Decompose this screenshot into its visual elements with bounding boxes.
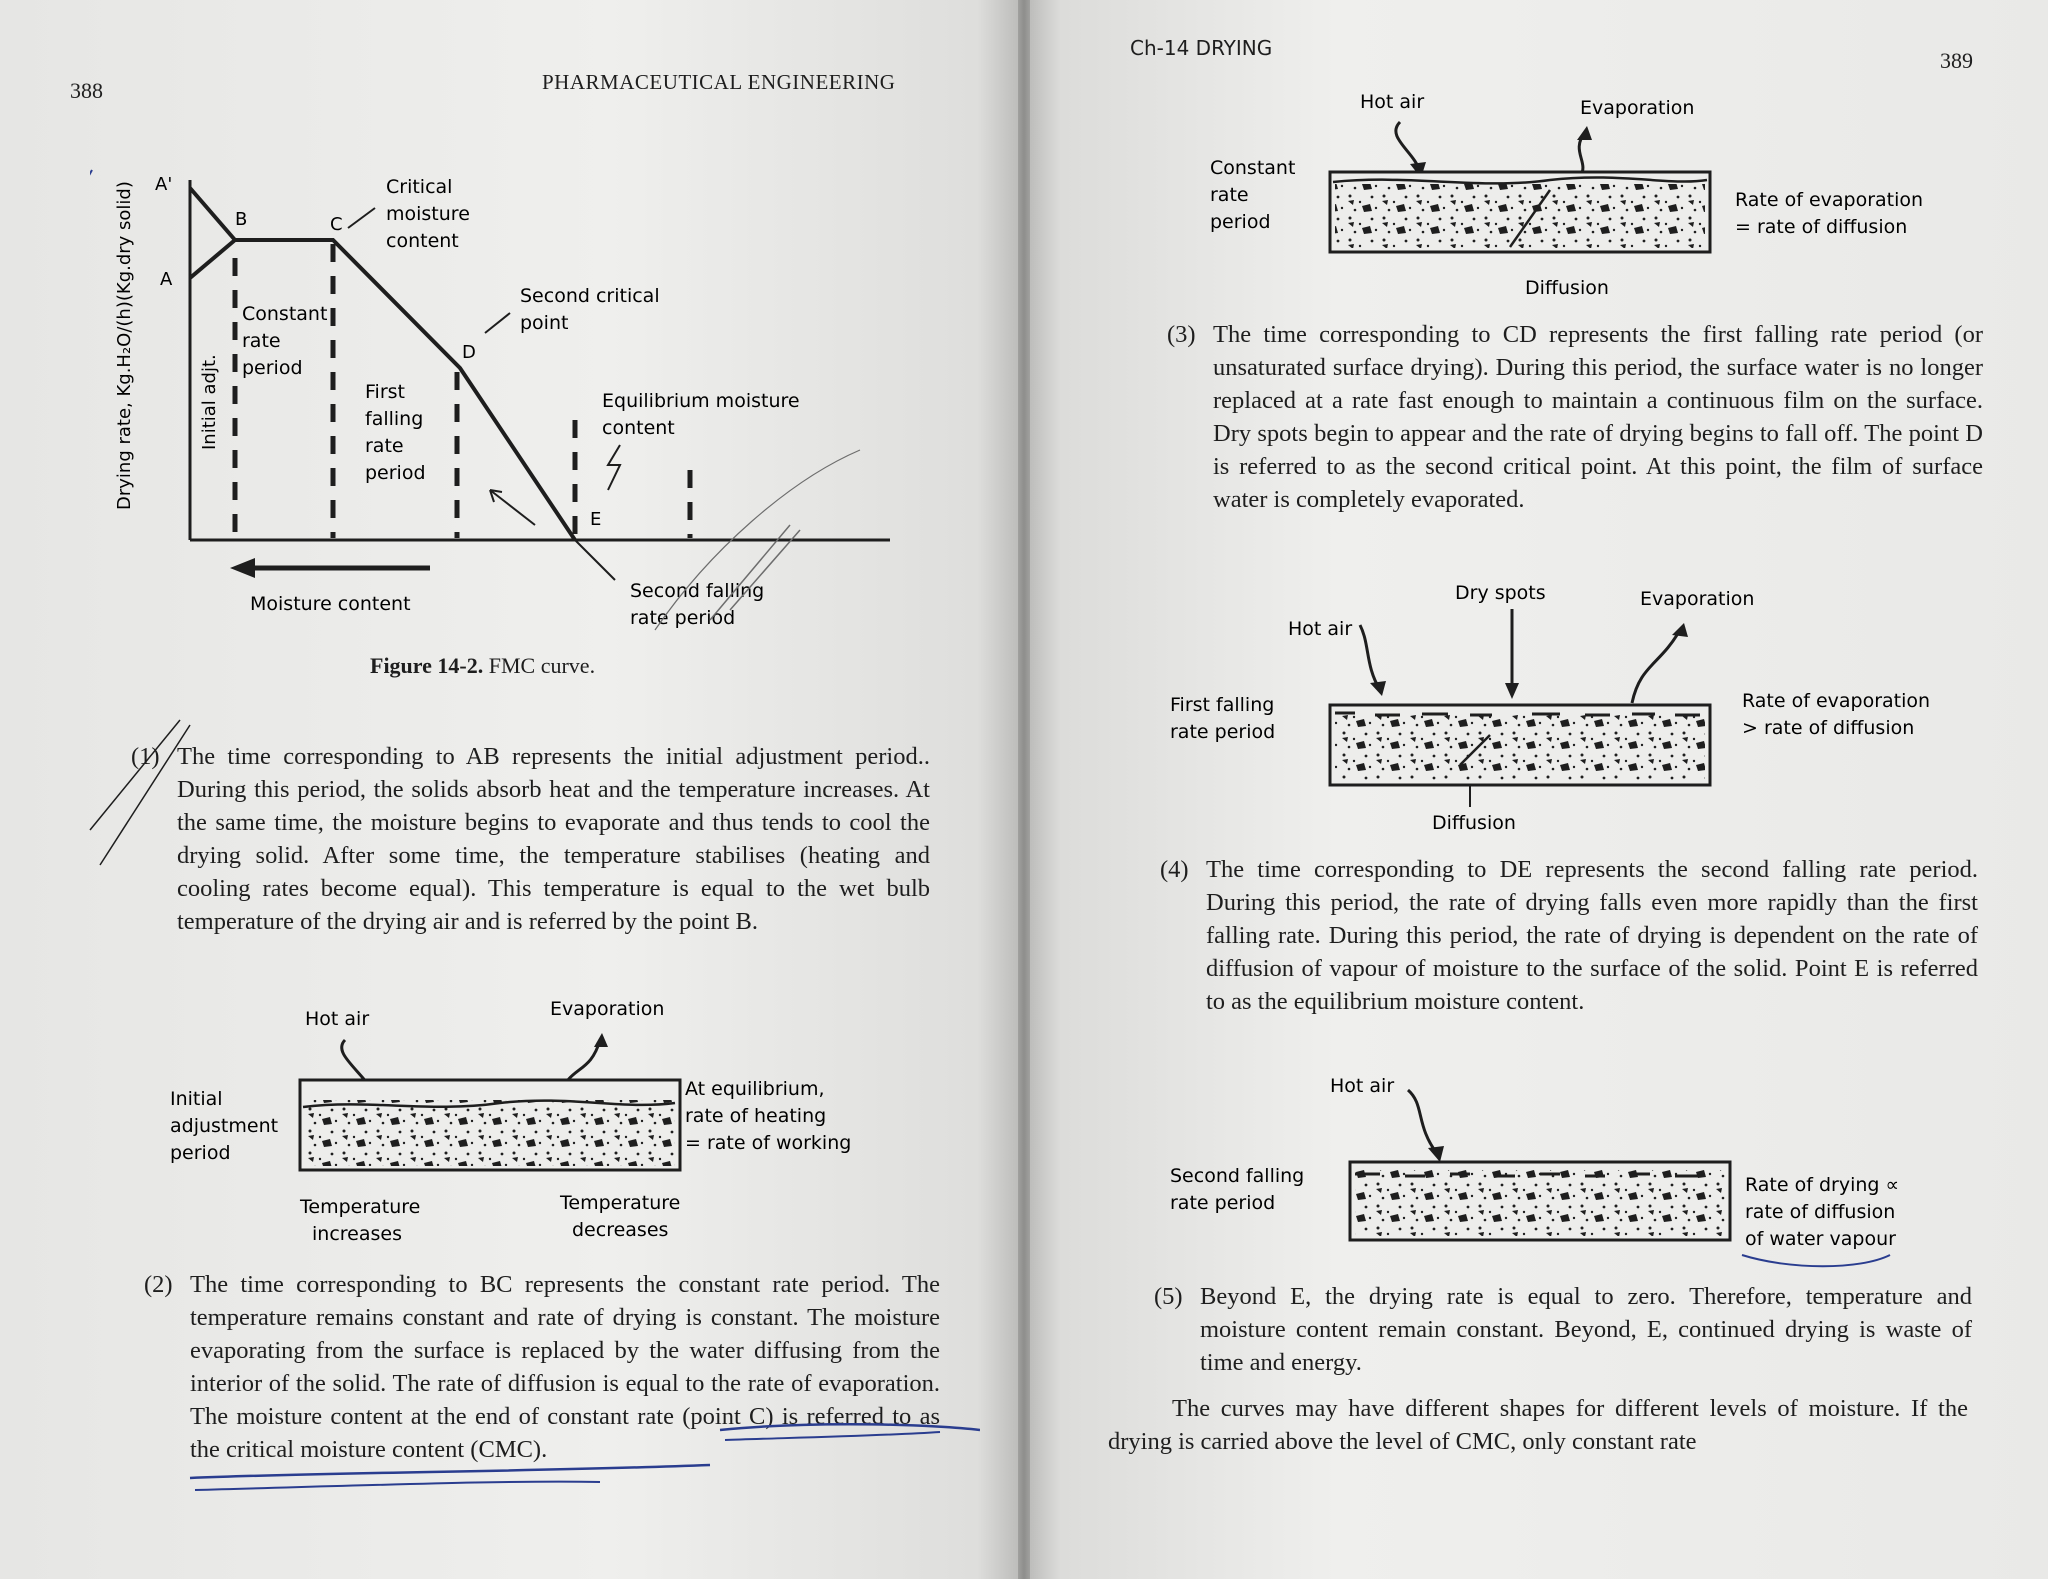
second-critical-label-2: point <box>520 312 569 334</box>
first-falling-label-3: rate <box>365 435 404 457</box>
diagram-first-falling <box>1170 575 1990 840</box>
paragraph-1-text: The time corresponding to AB represents the initial adjustment period.. During this period, the solids absorb heat and the temperature increases. At the same time, the moisture begins to evaporate and thus tends to cool the drying solid. After some time, the temperature stabilises (heating and cooling rates become equal). This temperature is equal to the wet bulb temperature of the drying air and is referred by the point B. <box>177 743 930 935</box>
diagram1-temp-dec-1: Temperature <box>560 1192 681 1214</box>
point-a-prime: A' <box>155 174 173 195</box>
curve-a-prime-b <box>190 188 235 240</box>
y-axis-label: Drying rate, Kg.H₂O/(h)(Kg.dry solid) <box>114 181 135 510</box>
paragraph-3-number: (3) <box>1167 321 1196 348</box>
paragraph-3 <box>1167 318 1983 516</box>
hot-air-arrow-icon <box>1360 625 1380 690</box>
diagram-second-falling <box>1170 1070 1990 1290</box>
equilibrium-label-2: content <box>602 417 675 439</box>
critical-label-3: content <box>386 230 459 252</box>
paragraph-2-number: (2) <box>144 1271 173 1298</box>
diagram3-left-label-2: rate period <box>1170 721 1276 743</box>
diagram3-dry-spots: Dry spots <box>1455 582 1546 604</box>
diagram3-diffusion: Diffusion <box>1432 812 1516 834</box>
diagram2-left-label-1: Constant <box>1210 157 1296 179</box>
diagram2-left-label-2: rate <box>1210 184 1249 206</box>
diagram3-evaporation: Evaporation <box>1640 588 1755 610</box>
critical-label-1: Critical <box>386 176 453 198</box>
point-b: B <box>235 209 248 230</box>
paragraph-4 <box>1160 853 1978 1018</box>
paragraph-1-number: (1) <box>131 743 160 770</box>
figure-caption-number: Figure 14-2. <box>370 653 484 678</box>
constant-rate-label-2: rate <box>242 330 281 352</box>
constant-rate-label-1: Constant <box>242 303 328 325</box>
solid-bed <box>1355 1170 1725 1236</box>
diagram2-right-label-2: = rate of diffusion <box>1735 216 1908 238</box>
diagram4-right-label-1: Rate of drying ∝ <box>1745 1174 1900 1196</box>
diagram2-evaporation: Evaporation <box>1580 97 1695 119</box>
diagram2-hot-air: Hot air <box>1360 91 1425 113</box>
equilibrium-label-1: Equilibrium moisture <box>602 390 800 412</box>
pen-underline-marks <box>180 1420 980 1500</box>
diagram-initial-adjustment <box>170 995 890 1255</box>
first-falling-label-1: First <box>365 381 405 403</box>
paragraph-1 <box>131 740 930 938</box>
first-falling-label-4: period <box>365 462 426 484</box>
diagram1-temp-inc-2: increases <box>312 1223 402 1245</box>
fmc-curve-figure <box>90 140 1010 640</box>
paragraph-5 <box>1154 1280 1972 1379</box>
solid-bed <box>1335 184 1705 248</box>
diagram-constant-rate <box>1210 82 1990 302</box>
diagram1-temp-inc-1: Temperature <box>300 1196 421 1218</box>
critical-label-2: moisture <box>386 203 470 225</box>
second-falling-label-1: Second falling <box>630 580 765 602</box>
curve-a-b <box>190 240 235 278</box>
paragraph-4-number: (4) <box>1160 856 1189 883</box>
running-head-right: Ch-14 DRYING <box>1130 36 1273 60</box>
diagram3-right-label-2: > rate of diffusion <box>1742 717 1915 739</box>
pencil-strike-mark <box>70 715 210 875</box>
diagram2-left-label-3: period <box>1210 211 1271 233</box>
evaporation-arrow-icon <box>1632 630 1680 703</box>
point-d: D <box>462 342 476 363</box>
paragraph-3-text: The time corresponding to CD represents the first falling rate period (or unsaturated surface drying). During this period, the surface water is no longer replaced at a rate fast enough to maintain a continuous film on the surface. Dry spots begin to appear and the rate of drying begins to fall off. The point D is referred to as the second critical point. At this point, the film of surface water is completely evaporated. <box>1213 321 1983 513</box>
point-c: C <box>330 214 343 235</box>
diagram1-left-label-1: Initial <box>170 1088 223 1110</box>
page-number-right: 389 <box>1940 48 1973 73</box>
pen-underline-mark <box>1742 1255 1890 1266</box>
diagram1-left-label-3: period <box>170 1142 231 1164</box>
diagram1-hot-air: Hot air <box>305 1008 370 1030</box>
diagram4-left-label-1: Second falling <box>1170 1165 1305 1187</box>
diagram1-temp-dec-2: decreases <box>572 1219 669 1241</box>
arrow-left-icon <box>230 558 255 578</box>
solid-bed <box>305 1100 675 1166</box>
paragraph-6-text: The curves may have different shapes for different levels of moisture. If the drying is carried above the level of CMC, only constant rate <box>1108 1395 1968 1455</box>
paragraph-6 <box>1108 1392 1968 1458</box>
lightning-arrow-icon <box>608 445 620 490</box>
diagram1-right-label-3: = rate of working <box>685 1132 852 1154</box>
diagram4-right-label-2: rate of diffusion <box>1745 1201 1896 1223</box>
constant-rate-label-3: period <box>242 357 303 379</box>
critical-pointer <box>348 208 375 228</box>
paragraph-4-text: The time corresponding to DE represents the second falling rate period. During this period, the rate of drying falls even more rapidly than the first falling rate. During this period, the rate of drying is dependent on the rate of diffusion of vapour of moisture to the surface of the solid. Point E is referred to as the equilibrium moisture content. <box>1206 856 1978 1015</box>
diagram3-hot-air: Hot air <box>1288 618 1353 640</box>
diagram4-left-label-2: rate period <box>1170 1192 1276 1214</box>
second-falling-pointer <box>575 540 615 580</box>
paragraph-5-text: Beyond E, the drying rate is equal to zero. Therefore, temperature and moisture content remain constant. Beyond, E, continued drying is waste of time and energy. <box>1200 1283 1972 1376</box>
first-falling-label-2: falling <box>365 408 424 430</box>
diagram1-evaporation: Evaporation <box>550 998 665 1020</box>
paragraph-5-number: (5) <box>1154 1283 1183 1310</box>
second-falling-label-2: rate period <box>630 607 736 629</box>
figure-caption <box>370 653 595 679</box>
diagram1-left-label-2: adjustment <box>170 1115 279 1137</box>
diagram1-right-label-1: At equilibrium, <box>685 1078 825 1100</box>
left-page <box>0 0 1018 1579</box>
diagram4-right-label-3: of water vapour <box>1745 1228 1896 1250</box>
diagram4-hot-air: Hot air <box>1330 1075 1395 1097</box>
check-mark-icon <box>90 170 92 220</box>
second-critical-label-1: Second critical <box>520 285 660 307</box>
paragraph-2-text: The time corresponding to BC represents the constant rate period. The temperature remains constant and rate of drying is constant. The moisture evaporating from the surface is replaced by the water diffusing from the interior of the solid. The rate of diffusion is equal to the rate of evaporation. The moisture content at the end of constant rate (point C) is referred to as the critical moisture content (CMC). <box>190 1271 940 1463</box>
diagram3-left-label-1: First falling <box>1170 694 1275 716</box>
page-number: 388 <box>70 78 103 103</box>
figure-caption-text: FMC curve. <box>483 653 596 678</box>
x-axis-label: Moisture content <box>250 593 411 615</box>
diagram2-diffusion: Diffusion <box>1525 277 1609 299</box>
diagram2-right-label-1: Rate of evaporation <box>1735 189 1924 211</box>
initial-adjt-label: Initial adjt. <box>199 354 220 450</box>
solid-bed <box>1335 715 1705 781</box>
diagram1-right-label-2: rate of heating <box>685 1105 827 1127</box>
right-page <box>1030 0 2048 1579</box>
running-head: PHARMACEUTICAL ENGINEERING <box>542 70 896 94</box>
hot-air-arrow-icon <box>1408 1090 1438 1155</box>
second-critical-pointer <box>485 313 510 333</box>
point-e: E <box>590 509 602 530</box>
diagram3-right-label-1: Rate of evaporation <box>1742 690 1931 712</box>
point-a: A <box>160 269 173 290</box>
falling-pointer-arrow-icon <box>490 490 535 525</box>
